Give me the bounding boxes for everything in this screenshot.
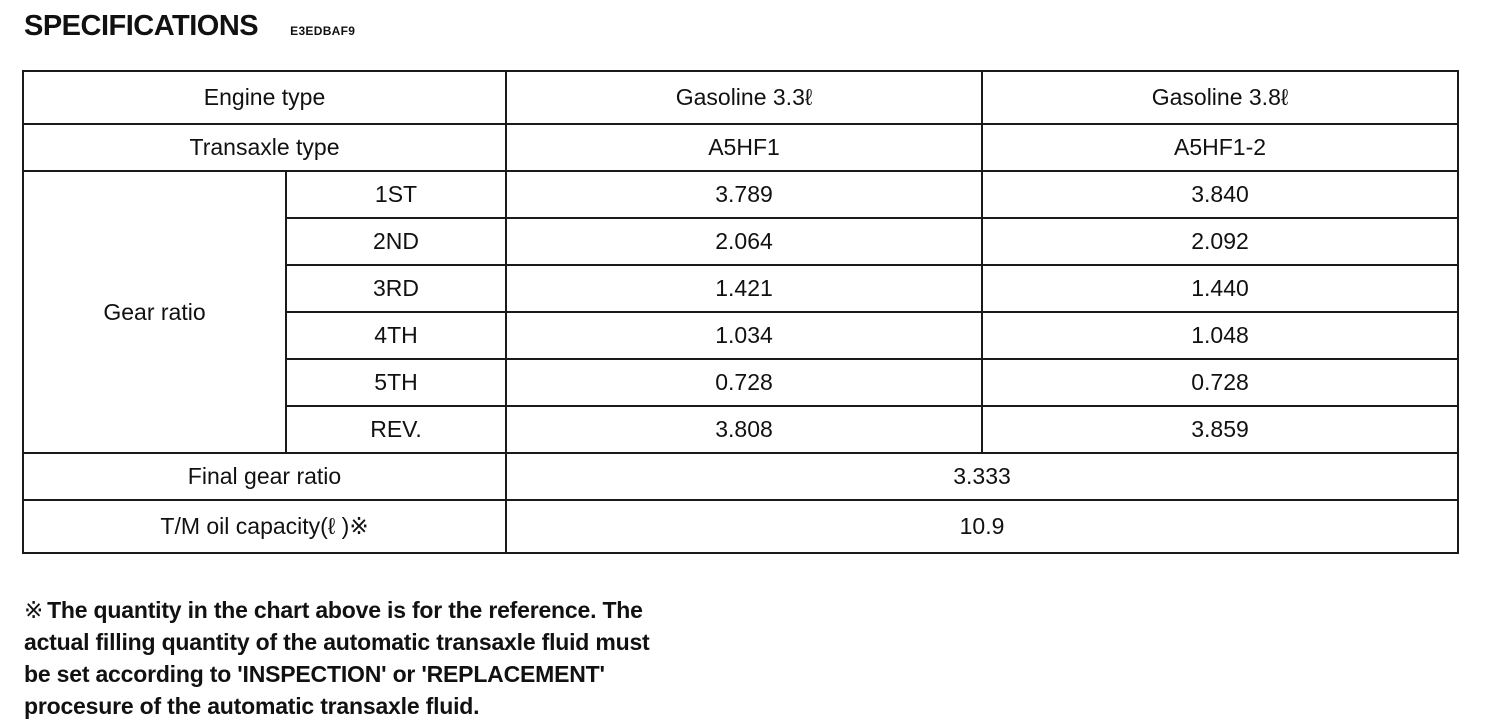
gear-ratio-col2: 3.859 — [982, 406, 1458, 453]
gear-name: 3RD — [286, 265, 506, 312]
oil-capacity-label: T/M oil capacity(ℓ )※ — [23, 500, 506, 553]
gear-name: 4TH — [286, 312, 506, 359]
page-title: SPECIFICATIONS — [24, 10, 259, 42]
note-text: The quantity in the chart above is for the reference. The — [47, 597, 643, 623]
gear-ratio-col1: 3.789 — [506, 171, 982, 218]
table-row-oil-capacity — [23, 500, 1458, 553]
final-gear-ratio-label: Final gear ratio — [23, 453, 506, 500]
gear-ratio-col1: 3.808 — [506, 406, 982, 453]
gear-ratio-col2: 1.048 — [982, 312, 1458, 359]
section-heading — [24, 10, 355, 43]
reference-note — [24, 594, 724, 722]
specifications-table — [22, 70, 1459, 554]
gear-name: REV. — [286, 406, 506, 453]
gear-ratio-label: Gear ratio — [23, 171, 286, 453]
gear-name: 2ND — [286, 218, 506, 265]
table-row-transaxle-type — [23, 124, 1458, 171]
reference-mark: ※ — [24, 597, 44, 623]
table-row-engine-type — [23, 71, 1458, 124]
gear-ratio-col2: 3.840 — [982, 171, 1458, 218]
transaxle-type-label: Transaxle type — [23, 124, 506, 171]
gear-ratio-col1: 0.728 — [506, 359, 982, 406]
note-line: be set according to 'INSPECTION' or 'REPLACEMENT' — [24, 661, 605, 687]
gear-ratio-col2: 0.728 — [982, 359, 1458, 406]
note-line: procesure of the automatic transaxle fluid. — [24, 693, 480, 719]
engine-type-col2: Gasoline 3.8ℓ — [982, 71, 1458, 124]
engine-type-label: Engine type — [23, 71, 506, 124]
document-code: E3EDBAF9 — [290, 24, 356, 38]
note-line: actual filling quantity of the automatic transaxle fluid must — [24, 629, 650, 655]
gear-ratio-col2: 2.092 — [982, 218, 1458, 265]
transaxle-type-col2: A5HF1-2 — [982, 124, 1458, 171]
gear-ratio-col1: 2.064 — [506, 218, 982, 265]
final-gear-ratio-value: 3.333 — [506, 453, 1458, 500]
oil-capacity-value: 10.9 — [506, 500, 1458, 553]
transaxle-type-col1: A5HF1 — [506, 124, 982, 171]
gear-name: 5TH — [286, 359, 506, 406]
gear-name: 1ST — [286, 171, 506, 218]
table-row-gear — [23, 171, 1458, 218]
gear-ratio-col1: 1.421 — [506, 265, 982, 312]
engine-type-col1: Gasoline 3.3ℓ — [506, 71, 982, 124]
gear-ratio-col1: 1.034 — [506, 312, 982, 359]
note-line — [24, 594, 724, 626]
gear-ratio-col2: 1.440 — [982, 265, 1458, 312]
table-row-final-gear-ratio — [23, 453, 1458, 500]
